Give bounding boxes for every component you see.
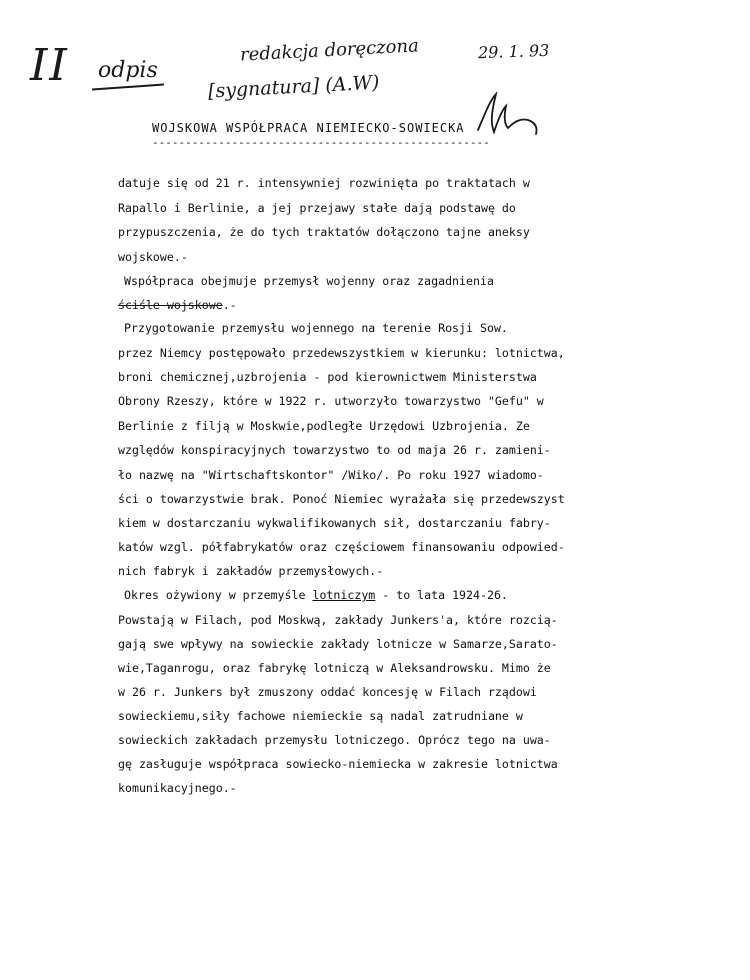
body-line: przypuszczenia, że do tych traktatów dołączono tajne aneksy	[118, 225, 530, 239]
body-line: przez Niemcy postępowało przedewszystkiem w kierunku: lotnictwa,	[118, 346, 565, 360]
handwritten-note-date: 29. 1. 93	[477, 40, 550, 63]
body-line: Berlinie z filją w Moskwie,podległe Urzędowi Uzbrojenia. Ze	[118, 419, 530, 433]
title-rule: ---------------------------------------------------	[152, 136, 490, 149]
body-line: broni chemicznej,uzbrojenia - pod kierownictwem Ministerstwa	[118, 370, 537, 384]
body-line: sowieckich zakładach przemysłu lotniczego. Oprócz tego na uwa-	[118, 733, 551, 747]
handwritten-underline	[92, 83, 164, 90]
body-line: nich fabryk i zakładów przemysłowych.-	[118, 564, 384, 578]
body-line	[124, 588, 508, 602]
body-line: ści o towarzystwie brak. Ponoć Niemiec wyrażała się przedewszyst	[118, 492, 565, 506]
body-line: względów konspiracyjnych towarzystwo to od maja 26 r. zamieni-	[118, 443, 551, 457]
body-line: komunikacyjnego.-	[118, 781, 237, 795]
body-line: Współpraca obejmuje przemysł wojenny oraz zagadnienia	[124, 274, 494, 288]
body-line: datuje się od 21 r. intensywniej rozwinięta po traktatach w	[118, 176, 530, 190]
body-line: Powstają w Filach, pod Moskwą, zakłady Junkers'a, które rozcią-	[118, 613, 558, 627]
handwritten-mark: II	[30, 40, 69, 91]
body-line: gają swe wpływy na sowieckie zakłady lotnicze w Samarze,Sarato-	[118, 637, 558, 651]
handwritten-odpis: odpis	[98, 58, 158, 83]
handwritten-note-line1: redakcja doręczona	[239, 35, 420, 66]
body-line: wie,Taganrogu, oraz fabrykę lotniczą w Aleksandrowsku. Mimo że	[118, 661, 551, 675]
body-line: Obrony Rzeszy, które w 1922 r. utworzyło towarzystwo "Gefu" w	[118, 394, 544, 408]
struck-phrase: ściśle wojskowe	[118, 298, 223, 312]
body-line: Rapallo i Berlinie, a jej przejawy stałe dają podstawę do	[118, 201, 516, 215]
body-text: - to lata 1924-26.	[375, 588, 508, 602]
handwritten-note-line2: [sygnatura] (A.W)	[207, 71, 380, 103]
underlined-word: lotniczym	[312, 588, 376, 602]
body-line: wojskowe.-	[118, 250, 188, 264]
body-line: ło nazwę na "Wirtschaftskontor" /Wiko/. Po roku 1927 wiadomo-	[118, 468, 544, 482]
body-line: Przygotowanie przemysłu wojennego na terenie Rosji Sow.	[124, 321, 508, 335]
document-title: WOJSKOWA WSPÓŁPRACA NIEMIECKO-SOWIECKA	[152, 121, 465, 135]
body-line: gę zasługuje współpraca sowiecko-niemiecka w zakresie lotnictwa	[118, 757, 558, 771]
struck-phrase-tail: .-	[222, 298, 237, 312]
body-line: katów wzgl. półfabrykatów oraz częściowem finansowaniu odpowied-	[118, 540, 565, 554]
body-line: sowieckiemu,siły fachowe niemieckie są nadal zatrudniane w	[118, 709, 523, 723]
body-line: kiem w dostarczaniu wykwalifikowanych sił, dostarczaniu fabry-	[118, 516, 551, 530]
body-text: Okres ożywiony w przemyśle	[124, 588, 306, 602]
body-line: w 26 r. Junkers był zmuszony oddać koncesję w Filach rządowi	[118, 685, 537, 699]
body-line	[118, 298, 237, 312]
